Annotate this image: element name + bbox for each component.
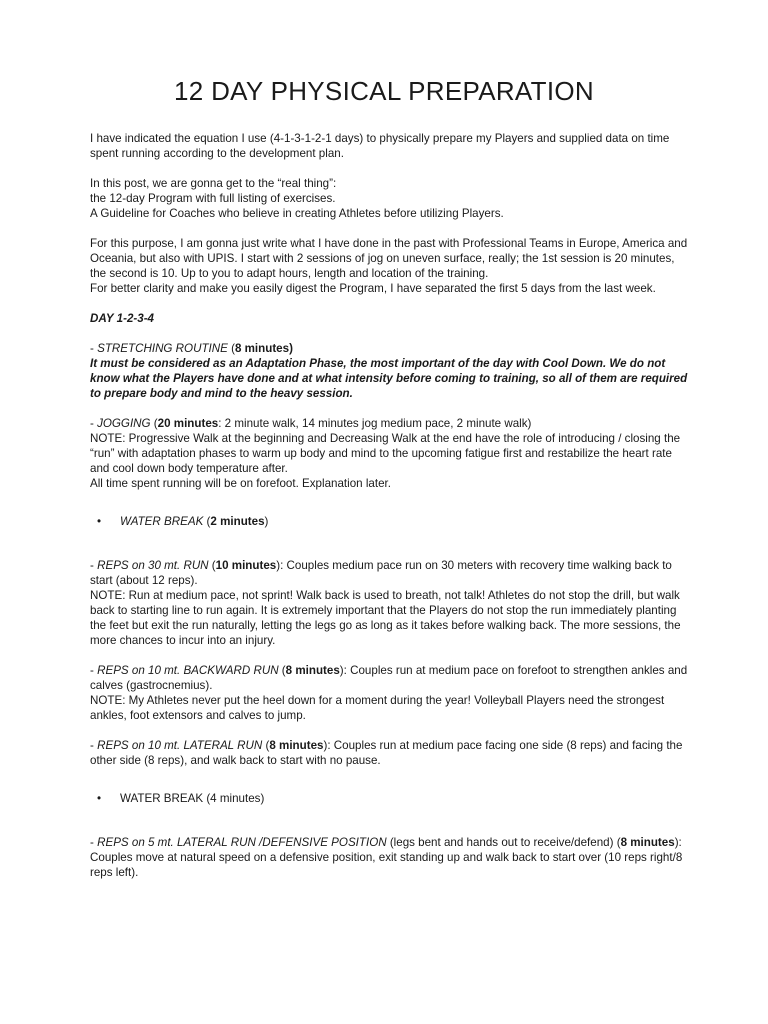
- intro-paragraph-1: I have indicated the equation I use (4-1-3-1-2-1 days) to physically prepare my Players and supplied data on time spent running according to the development plan.: [90, 132, 670, 160]
- reps5lat-line: - REPS on 5 mt. LATERAL RUN /DEFENSIVE POSITION (legs bent and hands out to receive/defend) (8 minutes): Couples move at natural speed on a defensive position, exit standing up and walk back to start over (10 reps right/8 reps left).: [90, 836, 683, 879]
- stretching-duration: 8 minutes: [234, 342, 290, 355]
- intro-paragraph-4: For better clarity and make you easily digest the Program, I have separated the first 5 days from the last week.: [90, 282, 656, 295]
- document-body: [90, 131, 690, 880]
- reps10back-duration: 8 minutes: [285, 664, 340, 677]
- jogging-note-2: All time spent running will be on forefoot. Explanation later.: [90, 477, 391, 490]
- reps10back-line: - REPS on 10 mt. BACKWARD RUN (8 minutes): Couples run at medium pace on forefoot to strengthen ankles and calves (gastrocnemius).: [90, 664, 688, 692]
- intro-line-1: In this post, we are gonna get to the “real thing”:: [90, 177, 337, 190]
- intro-line-2: the 12-day Program with full listing of exercises.: [90, 192, 336, 205]
- reps30-line: - REPS on 30 mt. RUN (10 minutes): Couples medium pace run on 30 meters with recovery time walking back to start (about 12 reps).: [90, 559, 672, 587]
- jogging-duration: 20 minutes: [157, 417, 219, 430]
- bullet-icon: •: [97, 515, 102, 528]
- reps30-duration: 10 minutes: [215, 559, 277, 572]
- reps10lat-duration: 8 minutes: [269, 739, 324, 752]
- day-heading: DAY 1-2-3-4: [90, 312, 155, 325]
- stretching-line: - STRETCHING ROUTINE (8 minutes): [90, 342, 293, 355]
- reps30-note: NOTE: Run at medium pace, not sprint! Walk back is used to breath, not talk! Athletes do not stop the drill, but walk back to starting line to run again. It is extremely important that the Players do not stop the run immediately planting the feet but exit the run naturally, letting the legs go as long as it takes before walking back. The more sessions, the more chances to incur into an injury.: [90, 589, 681, 647]
- stretching-note: It must be considered as an Adaptation Phase, the most important of the day with Cool Down. We do not know what the Players have done and at what intensity before coming to training, so all of them are required to prepare body and mind to the heavy session.: [90, 357, 688, 400]
- reps5lat-name: REPS on 5 mt. LATERAL RUN /DEFENSIVE POSITION: [97, 836, 387, 849]
- water-break-1-duration: 2 minutes: [210, 515, 265, 528]
- bullet-icon: •: [97, 792, 102, 805]
- water-break-2: • WATER BREAK (4 minutes): [97, 792, 265, 805]
- reps10lat-line: - REPS on 10 mt. LATERAL RUN (8 minutes): Couples run at medium pace facing one side (8 reps) and facing the other side (8 reps), and walk back to start with no pause.: [90, 739, 683, 767]
- reps10lat-name: REPS on 10 mt. LATERAL RUN: [97, 739, 263, 752]
- intro-line-3: A Guideline for Coaches who believe in creating Athletes before utilizing Players.: [90, 207, 504, 220]
- jogging-name: JOGGING: [97, 417, 151, 430]
- reps10back-name: REPS on 10 mt. BACKWARD RUN: [97, 664, 279, 677]
- page-title: 12 DAY PHYSICAL PREPARATION: [174, 76, 594, 106]
- reps5lat-duration: 8 minutes: [620, 836, 675, 849]
- jogging-note: NOTE: Progressive Walk at the beginning and Decreasing Walk at the end have the role of introducing / closing the “run” with adaptation phases to warm up body and mind to the upcoming fatigue first and restabilize the heart rate and cool down body temperature after.: [90, 432, 681, 475]
- stretching-name: STRETCHING ROUTINE: [97, 342, 228, 355]
- intro-paragraph-3: For this purpose, I am gonna just write what I have done in the past with Professional Teams in Europe, America and Oceania, but also with UPIS. I start with 2 sessions of jog on uneven surface, really; the 1st session is 20 minutes, the second is 10. Up to you to adapt hours, length and location of the training.: [90, 237, 688, 280]
- water-break-1: • WATER BREAK (2 minutes): [97, 515, 269, 528]
- jogging-line: - JOGGING (20 minutes: 2 minute walk, 14 minutes jog medium pace, 2 minute walk): [90, 417, 532, 430]
- reps30-name: REPS on 30 mt. RUN: [97, 559, 209, 572]
- reps10back-note: NOTE: My Athletes never put the heel down for a moment during the year! Volleyball Players need the strongest ankles, foot extensors and calves to jump.: [90, 694, 665, 722]
